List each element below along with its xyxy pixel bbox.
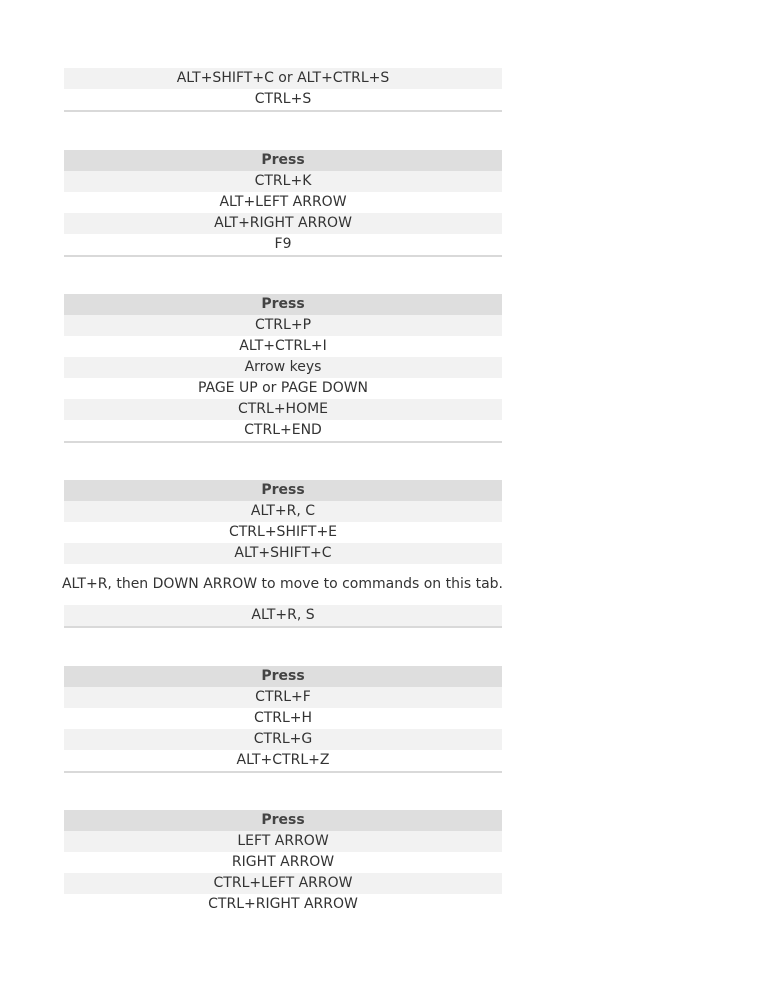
table-header: Press <box>64 810 502 831</box>
table-row: LEFT ARROW <box>64 831 502 852</box>
shortcut-table-4-continued <box>64 605 502 628</box>
table-row: CTRL+G <box>64 729 502 750</box>
table-header: Press <box>64 480 502 501</box>
shortcut-table-6 <box>64 810 502 915</box>
table-row: Arrow keys <box>64 357 502 378</box>
table-note: ALT+R, then DOWN ARROW to move to commands on this tab. <box>61 576 504 592</box>
table-row: ALT+SHIFT+C or ALT+CTRL+S <box>64 68 502 89</box>
table-divider <box>64 771 502 773</box>
shortcut-table-4 <box>64 480 502 564</box>
shortcut-table-1 <box>64 68 502 112</box>
table-row: CTRL+P <box>64 315 502 336</box>
table-row: CTRL+HOME <box>64 399 502 420</box>
table-row: ALT+R, C <box>64 501 502 522</box>
table-row: CTRL+K <box>64 171 502 192</box>
table-divider <box>64 110 502 112</box>
shortcut-table-3 <box>64 294 502 443</box>
table-row: CTRL+S <box>254 91 312 107</box>
shortcut-table-2 <box>64 150 502 257</box>
table-header: Press <box>64 294 502 315</box>
table-row: ALT+R, S <box>64 605 502 626</box>
table-header: Press <box>64 150 502 171</box>
table-divider <box>64 626 502 628</box>
table-row: ALT+RIGHT ARROW <box>64 213 502 234</box>
table-divider <box>64 441 502 443</box>
shortcut-table-5 <box>64 666 502 773</box>
table-row: CTRL+H <box>253 710 313 726</box>
table-row: F9 <box>274 236 292 252</box>
table-row: RIGHT ARROW <box>231 854 335 870</box>
table-row: CTRL+SHIFT+E <box>228 524 338 540</box>
table-row: CTRL+RIGHT ARROW <box>208 896 358 912</box>
table-row: ALT+CTRL+I <box>239 338 327 354</box>
table-row: ALT+CTRL+Z <box>236 752 330 768</box>
table-divider <box>64 255 502 257</box>
table-row: ALT+LEFT ARROW <box>219 194 347 210</box>
table-row: CTRL+LEFT ARROW <box>64 873 502 894</box>
table-row: CTRL+F <box>64 687 502 708</box>
table-row: PAGE UP or PAGE DOWN <box>197 380 369 396</box>
table-row: ALT+SHIFT+C <box>64 543 502 564</box>
table-header: Press <box>64 666 502 687</box>
table-row: CTRL+END <box>244 422 322 438</box>
